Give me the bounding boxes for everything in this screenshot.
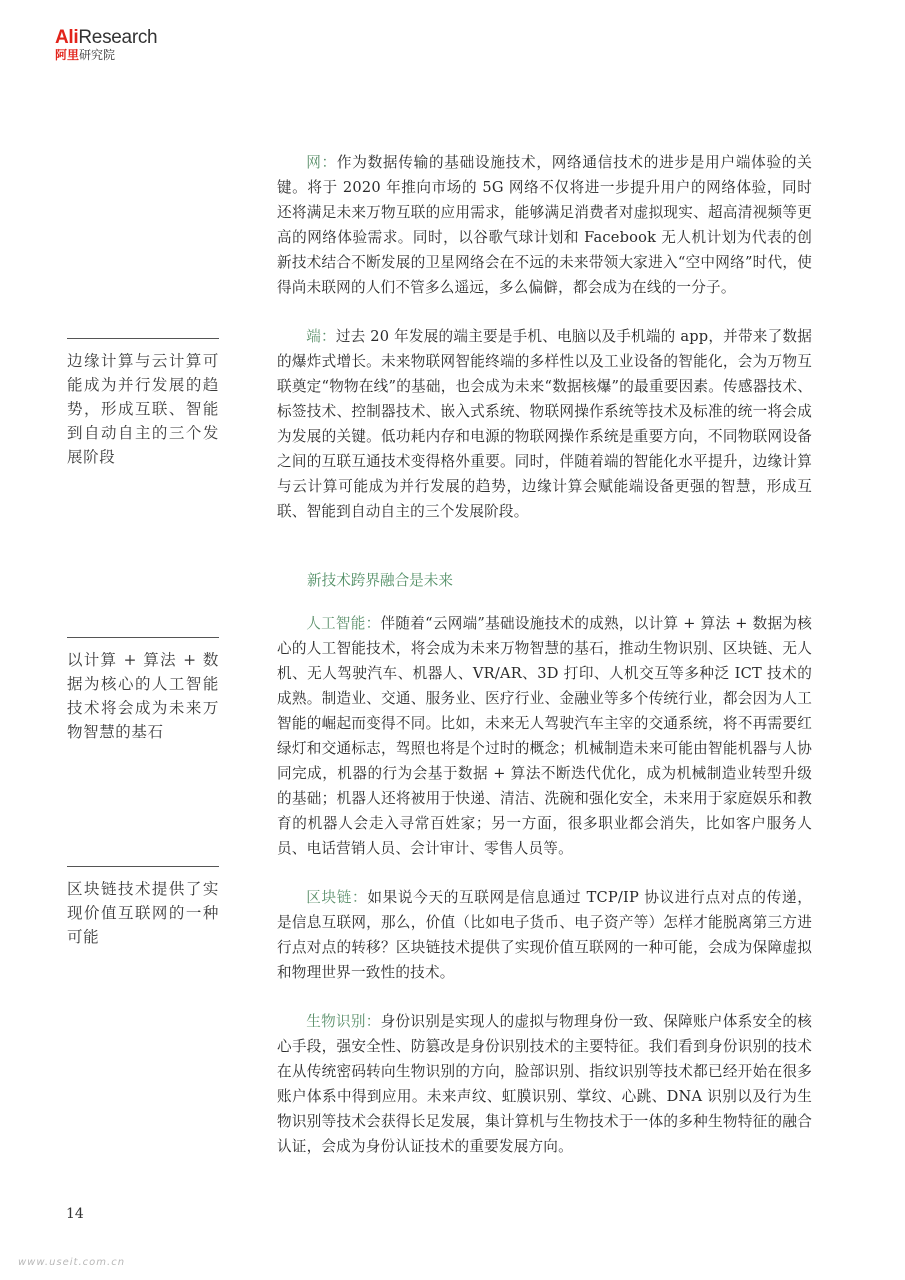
paragraph-body: 作为数据传输的基础设施技术，网络通信技术的进步是用户端体验的关键。将于 2020 年推向市场的 5G 网络不仅将进一步提升用户的网络体验，同时还将满足未来万物互联的应用需求，能够满足消费者对虚拟现实、超高清视频等更高的网络体验需求。同时，以谷歌气球计划和 Facebook 无人机计划为代表的创新技术结合不断发展的卫星网络会在不远的未来带领大家进入“空中网络”时代，使得尚未联网的人们不管多么遥远，多么偏僻，都会成为在线的一分子。 [277, 154, 813, 296]
paragraph-body: 伴随着“云网端”基础设施技术的成熟，以计算 + 算法 + 数据为核心的人工智能技术，将会成为未来万物智慧的基石，推动生物识别、区块链、无人机、无人驾驶汽车、机器人、VR/AR、3D 打印、人机交互等多种泛 ICT 技术的成熟。制造业、交通、服务业、医疗行业、金融业等多个传统行业，都会因为人工智能的崛起而变得不同。比如，未来无人驾驶汽车主宰的交通系统，将不再需要红绿灯和交通标志，驾照也将是个过时的概念；机械制造未来可能由智能机器与人协同完成，机器的行为会基于数据 + 算法不断迭代优化，成为机械制造业转型升级的基础；机器人还将被用于快递、清洁、洗碗和强化安全，未来用于家庭娱乐和教育的机器人会走入寻常百姓家；另一方面，很多职业都会消失，比如客户服务人员、电话营销人员、会计审计、零售人员等。 [277, 615, 812, 857]
sidenote-text: 区块链技术提供了实现价值互联网的一种可能 [67, 880, 219, 946]
logo-sub-red: 阿里 [55, 48, 80, 62]
sidenote-blockchain [67, 866, 219, 949]
sidenote-ai [67, 637, 219, 744]
paragraph-lead: 网： [306, 154, 337, 171]
paragraph-lead: 人工智能： [306, 615, 381, 632]
watermark: www.useit.com.cn [18, 1257, 126, 1268]
main-text-column [277, 150, 812, 1159]
logo-sub-grey: 研究院 [79, 48, 116, 62]
paragraph-lead: 区块链： [306, 889, 368, 906]
logo-wordmark [55, 28, 185, 48]
paragraph-body: 身份识别是实现人的虚拟与物理身份一致、保障账户体系安全的核心手段，强安全性、防篡改是身份识别技术的主要特征。我们看到身份识别的技术在从传统密码转向生物识别的方向，脸部识别、指纹识别等技术都已经开始在很多账户体系中得到应用。未来声纹、虹膜识别、掌纹、心跳、DNA 识别以及行为生物识别等技术会获得长足发展，集计算机与生物技术于一体的多种生物特征的融合认证，会成为身份认证技术的重要发展方向。 [277, 1013, 812, 1155]
logo-brand-grey: Research [78, 27, 158, 48]
paragraph-body: 过去 20 年发展的端主要是手机、电脑以及手机端的 app，并带来了数据的爆炸式增长。未来物联网智能终端的多样性以及工业设备的智能化，会为万物互联奠定“物物在线”的基础，也会成为未来“数据核爆”的最重要因素。传感器技术、标签技术、控制器技术、嵌入式系统、物联网操作系统等技术及标准的统一将会成为发展的关键。低功耗内存和电源的物联网操作系统是重要方向，不同物联网设备之间的互联互通技术变得格外重要。同时，伴随着端的智能化水平提升，边缘计算与云计算可能成为并行发展的趋势，边缘计算会赋能端设备更强的智慧，形成互联、智能到自动自主的三个发展阶段。 [277, 328, 812, 520]
paragraph-biometrics [277, 1009, 812, 1159]
page-number: 14 [66, 1206, 84, 1222]
sidenote-text: 边缘计算与云计算可能成为并行发展的趋势，形成互联、智能到自动自主的三个发展阶段 [67, 352, 219, 466]
paragraph-network [277, 150, 812, 300]
logo-brand-red: Ali [55, 27, 79, 48]
sidenote-text: 以计算 + 算法 + 数据为核心的人工智能技术将会成为未来万物智慧的基石 [67, 651, 219, 741]
paragraph-lead: 端： [306, 328, 336, 345]
aliresearch-logo [55, 28, 185, 62]
logo-subtitle [55, 48, 185, 62]
paragraph-blockchain [277, 885, 812, 985]
sidenote-edge-computing [67, 338, 219, 469]
paragraph-body: 如果说今天的互联网是信息通过 TCP/IP 协议进行点对点的传递，是信息互联网，那么，价值（比如电子货币、电子资产等）怎样才能脱离第三方进行点对点的转移？区块链技术提供了实现价值互联网的一种可能，会成为保障虚拟和物理世界一致性的技术。 [277, 889, 812, 981]
section-heading: 新技术跨界融合是未来 [307, 572, 453, 589]
paragraph-ai [277, 611, 812, 861]
paragraph-lead: 生物识别： [306, 1013, 381, 1030]
paragraph-terminal [277, 324, 812, 524]
